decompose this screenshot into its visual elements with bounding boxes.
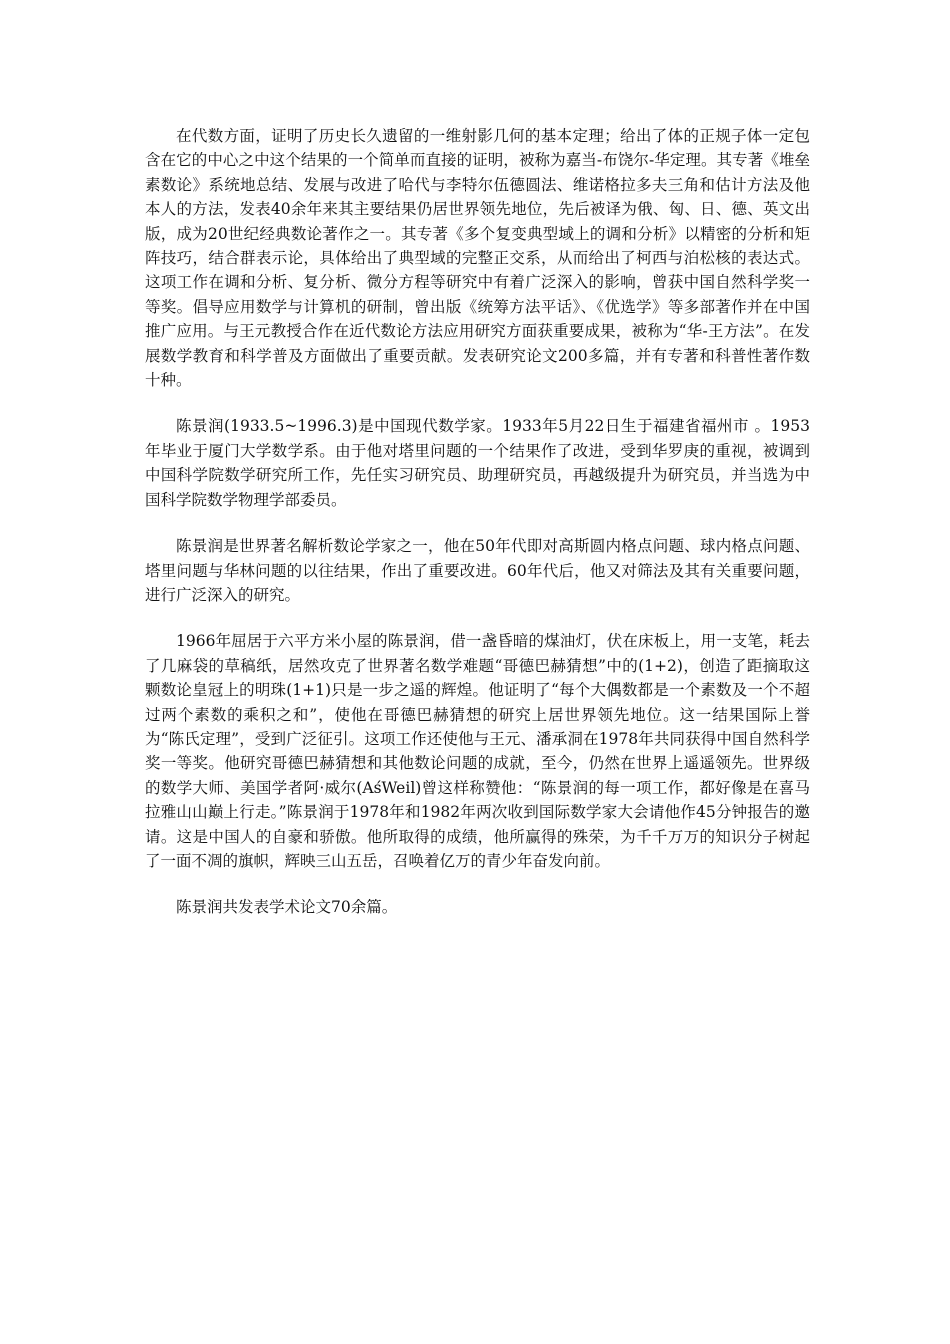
paragraph-chen-biography: 陈景润(1933.5~1996.3)是中国现代数学家。1933年5月22日生于福建省福州市 。1953年毕业于厦门大学数学系。由于他对塔里问题的一个结果作了改进，受到华罗庚的重视，被调到中国科学院数学研究所工作，先任实习研究员、助理研究员，再越级提升为研究员，并当选为中国科学院数学物理学部委员。	[145, 417, 810, 509]
paragraph-chen-publications: 陈景润共发表学术论文70余篇。	[176, 898, 398, 917]
document-body	[145, 124, 810, 942]
paragraph-hua-algebra: 在代数方面，证明了历史长久遗留的一维射影几何的基本定理；给出了体的正规子体一定包含在它的中心之中这个结果的一个简单而直接的证明，被称为嘉当-布饶尔-华定理。其专著《堆垒素数论》系统地总结、发展与改进了哈代与李特尔伍德圆法、维诺格拉多夫三角和估计方法及他本人的方法，发表40余年来其主要结果仍居世界领先地位，先后被译为俄、匈、日、德、英文出版，成为20世纪经典数论著作之一。其专著《多个复变典型域上的调和分析》以精密的分析和矩阵技巧，结合群表示论，具体给出了典型域的完整正交系，从而给出了柯西与泊松核的表达式。这项工作在调和分析、复分析、微分方程等研究中有着广泛深入的影响，曾获中国自然科学奖一等奖。倡导应用数学与计算机的研制，曾出版《统筹方法平话》、《优选学》等多部著作并在中国推广应用。与王元教授合作在近代数论方法应用研究方面获重要成果，被称为“华-王方法”。在发展数学教育和科学普及方面做出了重要贡献。发表研究论文200多篇，并有专著和科普性著作数十种。	[145, 127, 810, 390]
paragraph-chen-research: 陈景润是世界著名解析数论学家之一，他在50年代即对高斯圆内格点问题、球内格点问题、塔里问题与华林问题的以往结果，作出了重要改进。60年代后，他又对筛法及其有关重要问题，进行广泛深入的研究。	[145, 537, 810, 604]
paragraph-chen-goldbach: 1966年屈居于六平方米小屋的陈景润，借一盏昏暗的煤油灯，伏在床板上，用一支笔，耗去了几麻袋的草稿纸，居然攻克了世界著名数学难题“哥德巴赫猜想”中的(1+2)，创造了距摘取这颗数论皇冠上的明珠(1+1)只是一步之遥的辉煌。他证明了“每个大偶数都是一个素数及一个不超过两个素数的乘积之和”，使他在哥德巴赫猜想的研究上居世界领先地位。这一结果国际上誉为“陈氏定理”，受到广泛征引。这项工作还使他与王元、潘承洞在1978年共同获得中国自然科学奖一等奖。他研究哥德巴赫猜想和其他数论问题的成就，至今，仍然在世界上遥遥领先。世界级的数学大师、美国学者阿·威尔(AśWeil)曾这样称赞他：“陈景润的每一项工作，都好像是在喜马拉雅山山巅上行走。”陈景润于1978年和1982年两次收到国际数学家大会请他作45分钟报告的邀请。这是中国人的自豪和骄傲。他所取得的成绩，他所赢得的殊荣，为千千万万的知识分子树起了一面不凋的旗帜，辉映三山五岳，召唤着亿万的青少年奋发向前。	[145, 632, 810, 870]
